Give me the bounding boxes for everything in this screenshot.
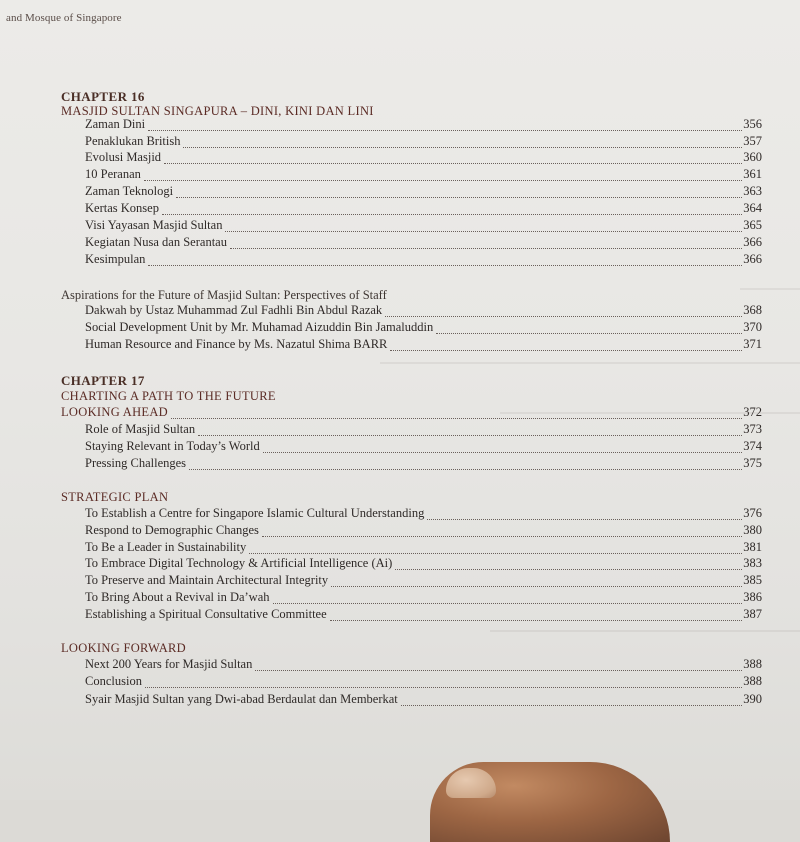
toc-entry-page: 376 <box>743 506 762 520</box>
toc-entry-page: 366 <box>743 235 762 249</box>
toc-entry[interactable] <box>85 607 762 624</box>
toc-entry[interactable] <box>85 320 762 337</box>
strategic-plan-heading: STRATEGIC PLAN <box>61 490 169 504</box>
toc-entry-page: 388 <box>743 657 762 671</box>
dot-leader <box>164 150 742 164</box>
dot-leader <box>401 692 742 706</box>
toc-entry-page: 387 <box>743 607 762 621</box>
toc-entry-page: 375 <box>743 456 762 470</box>
dot-leader <box>148 117 742 131</box>
toc-entry-page: 374 <box>743 439 762 453</box>
toc-entry[interactable] <box>85 303 762 320</box>
toc-entry-label: Zaman Teknologi <box>85 184 174 198</box>
dot-leader <box>145 674 742 688</box>
dot-leader <box>183 134 742 148</box>
toc-entry-page: 370 <box>743 320 762 334</box>
dot-leader <box>144 167 742 181</box>
toc-entry-page: 357 <box>743 134 762 148</box>
toc-entry-label: Evolusi Masjid <box>85 150 162 164</box>
toc-entry-label: Zaman Dini <box>85 117 146 131</box>
dot-leader <box>225 218 742 232</box>
toc-entry-label: Next 200 Years for Masjid Sultan <box>85 657 253 671</box>
dot-leader <box>230 235 742 249</box>
toc-entry[interactable] <box>85 218 762 235</box>
toc-entry[interactable] <box>85 201 762 218</box>
toc-entry[interactable] <box>85 117 762 134</box>
toc-entry-page: 364 <box>743 201 762 215</box>
dot-leader <box>262 523 742 537</box>
toc-entry-page: 356 <box>743 117 762 131</box>
toc-entry[interactable] <box>85 540 762 557</box>
looking-ahead-heading[interactable] <box>61 405 762 422</box>
dot-leader <box>249 540 742 554</box>
toc-entry-page: 366 <box>743 252 762 266</box>
toc-entry[interactable] <box>85 422 762 439</box>
toc-entry-page: 371 <box>743 337 762 351</box>
toc-entry-label: Dakwah by Ustaz Muhammad Zul Fadhli Bin Abdul Razak <box>85 303 383 317</box>
toc-entry-page: 388 <box>743 674 762 688</box>
chapter-16-label: CHAPTER 16 <box>61 89 145 104</box>
toc-entry-label: Respond to Demographic Changes <box>85 523 259 537</box>
dot-leader <box>395 556 742 570</box>
toc-entry[interactable] <box>85 692 762 709</box>
toc-entry[interactable] <box>85 184 762 201</box>
toc-entry-label: Syair Masjid Sultan yang Dwi-abad Berdaulat dan Memberkat <box>85 692 398 706</box>
toc-entry[interactable] <box>85 590 762 607</box>
toc-entry-label: Conclusion <box>85 674 142 688</box>
toc-entry[interactable] <box>85 523 762 540</box>
running-head: and Mosque of Singapore <box>6 12 122 24</box>
toc-entry[interactable] <box>85 573 762 590</box>
toc-entry-label: Pressing Challenges <box>85 456 187 470</box>
dot-leader <box>385 303 742 317</box>
dot-leader <box>330 607 743 621</box>
toc-entry-page: 361 <box>743 167 762 181</box>
dot-leader <box>390 337 742 351</box>
dot-leader <box>263 439 743 453</box>
toc-entry[interactable] <box>85 657 762 674</box>
toc-entry-page: 363 <box>743 184 762 198</box>
show-through-line <box>740 288 800 290</box>
toc-entry-label: Human Resource and Finance by Ms. Nazatul Shima BARR <box>85 337 388 351</box>
toc-entry-page: 381 <box>743 540 762 554</box>
toc-entry[interactable] <box>85 674 762 691</box>
toc-entry-page: 385 <box>743 573 762 587</box>
dot-leader <box>171 405 742 419</box>
dot-leader <box>189 456 742 470</box>
dot-leader <box>331 573 742 587</box>
chapter-17-label: CHAPTER 17 <box>61 373 145 388</box>
dot-leader <box>436 320 742 334</box>
toc-entry[interactable] <box>85 167 762 184</box>
toc-entry-label: Kesimpulan <box>85 252 146 266</box>
toc-entry[interactable] <box>85 337 762 354</box>
dot-leader <box>427 506 742 520</box>
toc-entry[interactable] <box>85 235 762 252</box>
toc-entry[interactable] <box>85 439 762 456</box>
toc-entry[interactable] <box>85 556 762 573</box>
dot-leader <box>198 422 742 436</box>
toc-entry[interactable] <box>85 134 762 151</box>
toc-entry[interactable] <box>85 506 762 523</box>
toc-entry-page: 360 <box>743 150 762 164</box>
toc-entry-page: 380 <box>743 523 762 537</box>
dot-leader <box>255 657 742 671</box>
chapter-17-title: CHARTING A PATH TO THE FUTURE <box>61 389 276 403</box>
toc-entry-label: Penaklukan British <box>85 134 181 148</box>
looking-forward-heading: LOOKING FORWARD <box>61 641 186 655</box>
toc-entry-page: 365 <box>743 218 762 232</box>
dot-leader <box>148 252 742 266</box>
toc-entry-page: 383 <box>743 556 762 570</box>
dot-leader <box>162 201 742 215</box>
section-title: LOOKING AHEAD <box>61 405 169 419</box>
toc-entry-label: To Preserve and Maintain Architectural Integrity <box>85 573 329 587</box>
toc-entry-page: 372 <box>743 405 762 419</box>
toc-entry-label: Establishing a Spiritual Consultative Committee <box>85 607 327 621</box>
chapter-16-title: MASJID SULTAN SINGAPURA – DINI, KINI DAN LINI <box>61 104 374 118</box>
show-through-line <box>490 630 800 632</box>
toc-entry-label: Staying Relevant in Today’s World <box>85 439 260 453</box>
aspirations-heading: Aspirations for the Future of Masjid Sultan: Perspectives of Staff <box>61 288 387 302</box>
toc-entry-page: 390 <box>743 692 762 706</box>
toc-entry-page: 373 <box>743 422 762 436</box>
toc-entry-label: 10 Peranan <box>85 167 141 181</box>
show-through-line <box>380 362 800 364</box>
toc-entry[interactable] <box>85 252 762 269</box>
toc-entry-label: Social Development Unit by Mr. Muhamad Aizuddin Bin Jamaluddin <box>85 320 434 334</box>
toc-entry-label: Kegiatan Nusa dan Serantau <box>85 235 227 249</box>
dot-leader <box>176 184 742 198</box>
dot-leader <box>273 590 743 604</box>
toc-entry-page: 368 <box>743 303 762 317</box>
toc-entry-label: Visi Yayasan Masjid Sultan <box>85 218 223 232</box>
toc-entry[interactable] <box>85 150 762 167</box>
toc-entry-label: To Embrace Digital Technology & Artificial Intelligence (Ai) <box>85 556 393 570</box>
toc-entry[interactable] <box>85 456 762 473</box>
toc-entry-page: 386 <box>743 590 762 604</box>
toc-entry-label: To Establish a Centre for Singapore Islamic Cultural Understanding <box>85 506 425 520</box>
toc-entry-label: To Bring About a Revival in Da’wah <box>85 590 270 604</box>
toc-entry-label: To Be a Leader in Sustainability <box>85 540 247 554</box>
toc-entry-label: Kertas Konsep <box>85 201 159 215</box>
toc-entry-label: Role of Masjid Sultan <box>85 422 196 436</box>
